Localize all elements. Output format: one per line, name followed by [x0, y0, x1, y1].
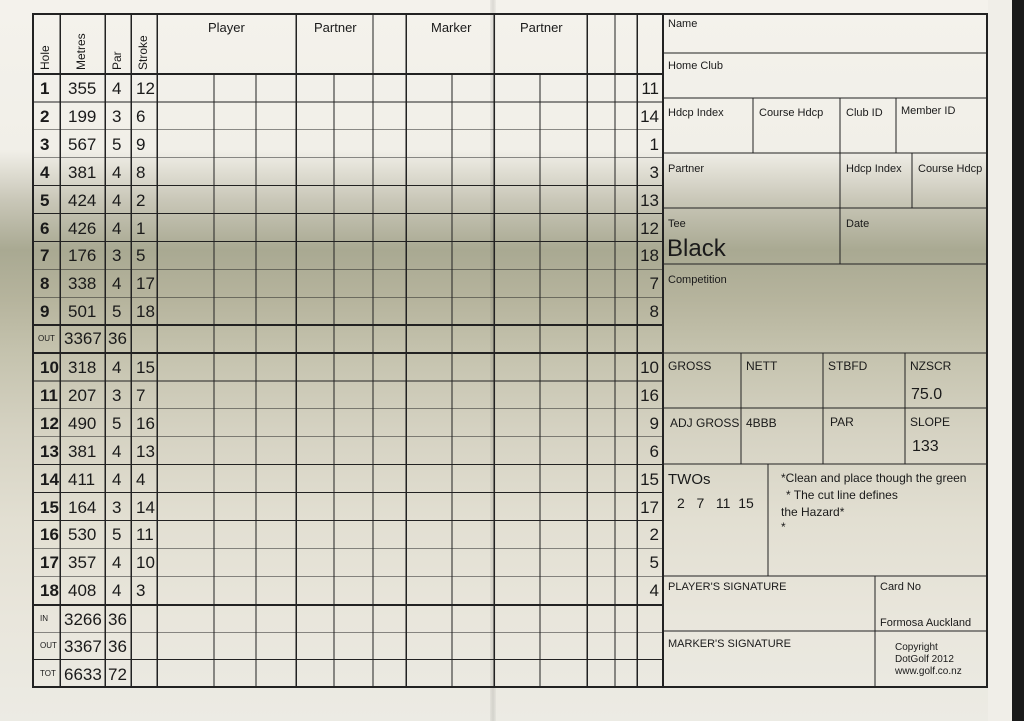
nett-label: NETT [746, 359, 778, 373]
hole-metres: 530 [68, 525, 97, 545]
hole-stroke-index: 16 [136, 413, 155, 433]
hole-alt-stroke-index: 18 [640, 246, 659, 266]
total-label: IN [40, 614, 48, 623]
hole-alt-stroke-index: 7 [649, 274, 659, 294]
partner-hdcp-index-label: Hdcp Index [846, 163, 902, 175]
hole-metres: 199 [68, 106, 97, 126]
hole-metres: 426 [68, 218, 97, 238]
hole-number: 3 [40, 134, 50, 154]
hole-stroke-index: 15 [136, 358, 155, 377]
out-metres: 3367 [64, 329, 102, 348]
markers-signature-label: MARKER'S SIGNATURE [668, 638, 791, 650]
hole-alt-stroke-index: 2 [649, 525, 659, 545]
tee-label: Tee [668, 218, 686, 230]
hole-alt-stroke-index: 8 [649, 302, 659, 322]
col-header-partner-2: Partner [520, 20, 563, 35]
hole-metres: 338 [68, 274, 97, 294]
local-rule-3: the Hazard* [781, 505, 845, 519]
hole-stroke-index: 10 [136, 553, 155, 573]
copyright-label: Copyright [895, 642, 938, 653]
home-club-label: Home Club [668, 60, 724, 72]
total-metres: 3367 [64, 637, 102, 657]
website-label: www.golf.co.nz [895, 666, 962, 677]
total-label: TOT [40, 668, 56, 678]
out-par: 36 [108, 329, 127, 348]
hole-par: 4 [112, 190, 122, 210]
local-rule-2: * The cut line defines [786, 488, 898, 502]
hole-alt-stroke-index: 13 [640, 190, 659, 210]
local-rule-4: * [781, 520, 786, 534]
card-no-label: Card No [880, 581, 921, 593]
hole-par: 4 [112, 79, 122, 98]
local-rule-1: *Clean and place though the green [781, 471, 967, 485]
hole-metres: 357 [68, 553, 97, 573]
total-par: 36 [108, 637, 127, 657]
hole-par: 3 [112, 106, 122, 126]
twos-label: TWOs [668, 471, 711, 488]
col-header-hole: Hole [38, 45, 52, 70]
hole-alt-stroke-index: 1 [649, 134, 659, 154]
hole-alt-stroke-index: 15 [640, 469, 659, 489]
course-hdcp-label: Course Hdcp [759, 107, 824, 119]
hole-par: 4 [112, 218, 122, 238]
hole-par: 5 [112, 134, 122, 154]
hole-par: 4 [112, 469, 122, 489]
competition-label: Competition [668, 274, 727, 286]
slope-value: 133 [912, 438, 939, 455]
club-id-label: Club ID [846, 107, 883, 119]
hole-metres: 408 [68, 581, 97, 601]
hole-alt-stroke-index: 3 [649, 162, 659, 182]
hole-alt-stroke-index: 11 [641, 79, 659, 98]
hdcp-index-label: Hdcp Index [668, 107, 724, 119]
total-par: 36 [108, 610, 127, 629]
total-metres: 6633 [64, 664, 102, 684]
hole-par: 5 [112, 302, 122, 322]
hole-stroke-index: 8 [136, 162, 146, 182]
hole-number: 9 [40, 302, 50, 322]
hole-metres: 567 [68, 134, 97, 154]
hole-stroke-index: 3 [136, 581, 146, 601]
slope-label: SLOPE [910, 415, 951, 429]
hole-number: 8 [40, 274, 50, 294]
hole-number: 12 [40, 413, 59, 433]
hole-number: 6 [40, 218, 50, 238]
hole-metres: 164 [68, 497, 97, 517]
hole-number: 1 [40, 79, 50, 98]
hole-alt-stroke-index: 10 [640, 358, 659, 377]
publisher-label: DotGolf 2012 [895, 654, 954, 665]
hole-stroke-index: 7 [136, 385, 146, 405]
hole-stroke-index: 12 [136, 79, 155, 98]
hole-par: 5 [112, 525, 122, 545]
hole-par: 4 [112, 581, 122, 601]
hole-par: 4 [112, 553, 122, 573]
par-label: PAR [830, 415, 854, 429]
hole-number: 18 [40, 581, 59, 601]
hole-metres: 355 [68, 79, 97, 98]
hole-alt-stroke-index: 14 [640, 106, 659, 126]
hole-metres: 501 [68, 302, 97, 322]
col-header-partner-1: Partner [314, 20, 357, 35]
hole-number: 5 [40, 190, 50, 210]
hole-alt-stroke-index: 16 [640, 385, 659, 405]
partner-label: Partner [668, 163, 705, 175]
hole-stroke-index: 5 [136, 246, 146, 266]
hole-stroke-index: 14 [136, 497, 155, 517]
tee-value: Black [667, 235, 726, 262]
nzscr-label: NZSCR [910, 359, 952, 373]
hole-metres: 318 [68, 358, 97, 377]
hole-par: 4 [112, 162, 122, 182]
club-location: Formosa Auckland [880, 617, 972, 629]
col-header-par: Par [110, 51, 124, 70]
hole-stroke-index: 6 [136, 106, 146, 126]
hole-number: 10 [40, 358, 59, 377]
member-id-label: Member ID [901, 105, 956, 117]
nzscr-value: 75.0 [911, 386, 943, 403]
partner-course-hdcp-label: Course Hdcp [918, 163, 983, 175]
hole-par: 3 [112, 497, 122, 517]
col-header-stroke: Stroke [136, 35, 150, 70]
hole-number: 2 [40, 106, 50, 126]
hole-alt-stroke-index: 6 [649, 441, 659, 461]
total-par: 72 [108, 664, 127, 684]
hole-par: 4 [112, 274, 122, 294]
hole-metres: 411 [68, 469, 96, 489]
hole-alt-stroke-index: 5 [649, 553, 659, 573]
hole-alt-stroke-index: 4 [649, 581, 659, 601]
stbfd-label: STBFD [828, 359, 868, 373]
total-label: OUT [40, 641, 57, 651]
hole-par: 4 [112, 441, 122, 461]
hole-alt-stroke-index: 17 [640, 497, 659, 517]
hole-number: 17 [40, 553, 59, 573]
hole-number: 4 [40, 162, 50, 182]
hole-metres: 424 [68, 190, 97, 210]
hole-stroke-index: 18 [136, 302, 155, 322]
hole-metres: 490 [68, 413, 97, 433]
players-signature-label: PLAYER'S SIGNATURE [668, 581, 787, 593]
total-metres: 3266 [64, 610, 102, 629]
out-label: OUT [38, 334, 55, 343]
hole-stroke-index: 17 [136, 274, 155, 294]
col-header-marker: Marker [431, 20, 472, 35]
col-header-metres: Metres [74, 33, 88, 70]
hole-stroke-index: 11 [136, 525, 154, 545]
name-label: Name [668, 18, 698, 30]
hole-par: 3 [112, 385, 122, 405]
hole-par: 5 [112, 413, 122, 433]
hole-number: 16 [40, 525, 59, 545]
hole-number: 15 [40, 497, 59, 517]
hole-stroke-index: 9 [136, 134, 146, 154]
hole-stroke-index: 4 [136, 469, 146, 489]
hole-number: 11 [40, 385, 58, 405]
hole-stroke-index: 2 [136, 190, 146, 210]
adj-gross-label: ADJ GROSS [670, 416, 740, 430]
hole-par: 3 [112, 246, 122, 266]
hole-metres: 381 [68, 441, 97, 461]
hole-par: 4 [112, 358, 122, 377]
hole-alt-stroke-index: 12 [640, 218, 659, 238]
hole-metres: 176 [68, 246, 97, 266]
hole-number: 13 [40, 441, 59, 461]
fourbbb-label: 4BBB [746, 416, 777, 430]
twos-holes: 2 7 11 15 [677, 495, 754, 511]
gross-label: GROSS [668, 359, 712, 373]
date-label: Date [846, 218, 870, 230]
col-header-player: Player [208, 20, 245, 35]
hole-alt-stroke-index: 9 [649, 413, 659, 433]
hole-stroke-index: 13 [136, 441, 155, 461]
hole-metres: 207 [68, 385, 97, 405]
hole-number: 7 [40, 246, 50, 266]
hole-stroke-index: 1 [136, 218, 146, 238]
hole-number: 14 [40, 469, 59, 489]
hole-metres: 381 [68, 162, 97, 182]
